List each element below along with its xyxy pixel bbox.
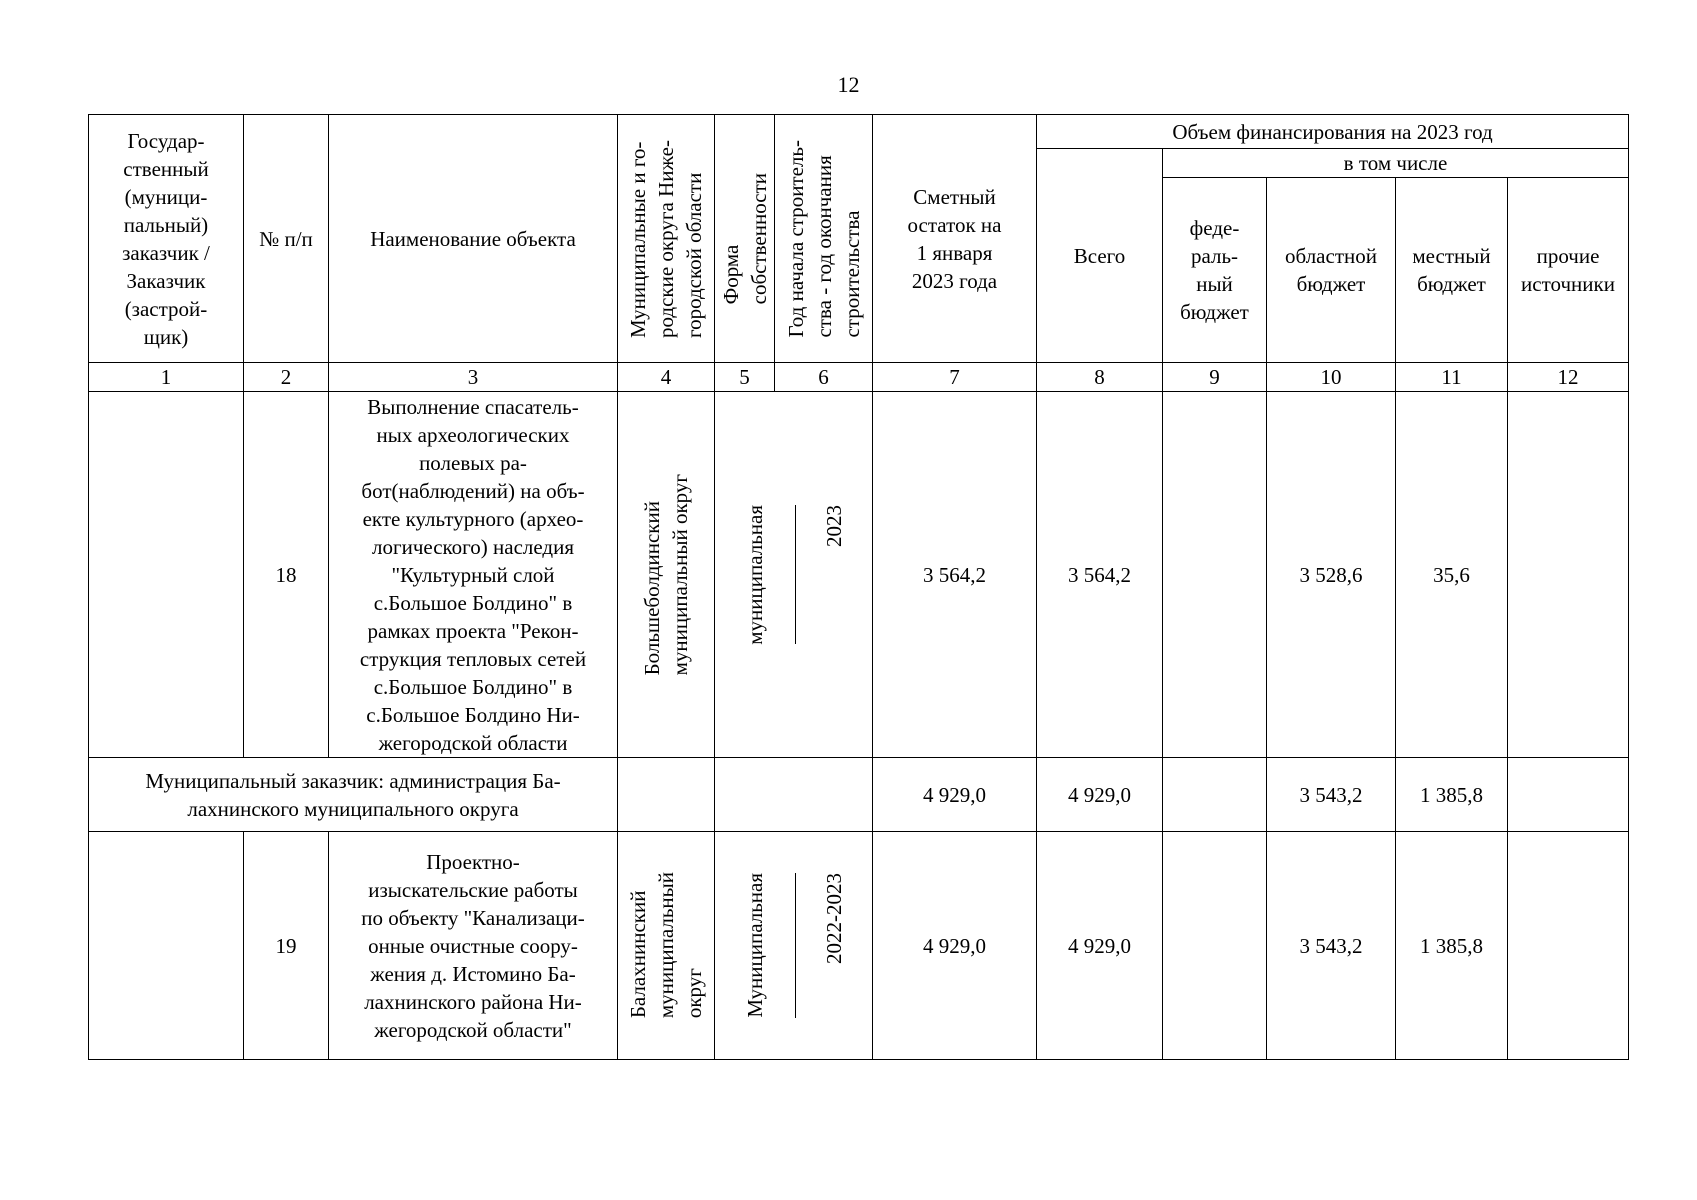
header-municipality-text: Муниципальные и го- родские округа Ниже- городской области [626,139,706,338]
col-number-5: 5 [715,363,775,392]
header-balance: Сметный остаток на 1 января 2023 года [873,115,1037,363]
header-ownership [715,115,775,363]
header-financing: Объем финансирования на 2023 год [1037,115,1629,149]
col-number-1: 1 [89,363,244,392]
row-total: 4 929,0 [1037,832,1163,1060]
row-municipality-text: Балахнинский муниципальный округ [626,872,706,1019]
col-number-4: 4 [618,363,715,392]
row-federal [1163,832,1267,1060]
row-total: 3 564,2 [1037,392,1163,758]
row-regional: 3 528,6 [1267,392,1396,758]
header-years-text: Год начала строитель- ства - год окончания строительства [783,139,864,338]
col-number-9: 9 [1163,363,1267,392]
row-ownership [715,873,796,1018]
group-regional: 3 543,2 [1267,758,1396,832]
table-row [89,392,1629,758]
row-other [1508,392,1629,758]
group-municipality [618,758,715,832]
row-municipality [618,392,715,758]
row-number: 19 [244,832,329,1060]
header-other: прочие источники [1508,178,1629,363]
row-name: Выполнение спасатель- ных археологических полевых ра- бот(наблюдений) на объ- екте культурного (архео- логического) наследия "Культурный слой с.Большое Болдино" в рамках проекта "Рекон- струкция тепловых сетей с.Большое Болдино" в с.Большое Болдино Ни- жегородской области [329,392,618,758]
col-number-6: 6 [775,363,873,392]
table-row [89,758,1629,832]
row-years [796,873,872,964]
row-local: 35,6 [1396,392,1508,758]
header-years [775,115,873,363]
row-regional: 3 543,2 [1267,832,1396,1060]
col-number-3: 3 [329,363,618,392]
row-years-text: 2023 [822,504,846,547]
col-number-8: 8 [1037,363,1163,392]
header-including: в том числе [1163,149,1629,178]
header-name: Наименование объекта [329,115,618,363]
group-label: Муниципальный заказчик: администрация Ба- лахнинского муниципального округа [89,758,618,832]
table-row [89,832,1629,1060]
group-ownership-years [715,758,873,832]
row-ownership [715,505,796,645]
row-ownership-years [715,392,873,758]
row-federal [1163,392,1267,758]
group-other [1508,758,1629,832]
col-number-2: 2 [244,363,329,392]
row-local: 1 385,8 [1396,832,1508,1060]
row-years [796,505,872,547]
header-ownership-text: Форма собственности [718,172,771,305]
row-municipality [618,832,715,1060]
page-number: 12 [837,72,860,97]
group-balance: 4 929,0 [873,758,1037,832]
row-customer [89,832,244,1060]
col-number-11: 11 [1396,363,1508,392]
group-total: 4 929,0 [1037,758,1163,832]
header-total: Всего [1037,149,1163,363]
row-years-text: 2022-2023 [822,873,846,965]
header-federal: феде- раль- ный бюджет [1163,178,1267,363]
row-municipality-text: Большеболдинский муниципальный округ [640,473,692,676]
group-local: 1 385,8 [1396,758,1508,832]
row-customer [89,392,244,758]
row-balance: 3 564,2 [873,392,1037,758]
col-number-12: 12 [1508,363,1629,392]
col-number-10: 10 [1267,363,1396,392]
header-municipality [618,115,715,363]
header-customer: Государ- ственный (муници- пальный) заказчик / Заказчик (застрой- щик) [89,115,244,363]
header-local: местный бюджет [1396,178,1508,363]
row-name: Проектно- изыскательские работы по объекту "Канализаци- онные очистные соору- жения д. Истомино Ба- лахнинского района Ни- жегородской области" [329,832,618,1060]
row-number: 18 [244,392,329,758]
financing-table [88,114,1629,1060]
row-ownership-text: муниципальная [743,504,767,645]
row-ownership-years [715,832,873,1060]
row-other [1508,832,1629,1060]
header-number: № п/п [244,115,329,363]
group-federal [1163,758,1267,832]
row-ownership-text: Муниципальная [743,873,767,1018]
row-balance: 4 929,0 [873,832,1037,1060]
col-number-7: 7 [873,363,1037,392]
header-regional: областной бюджет [1267,178,1396,363]
